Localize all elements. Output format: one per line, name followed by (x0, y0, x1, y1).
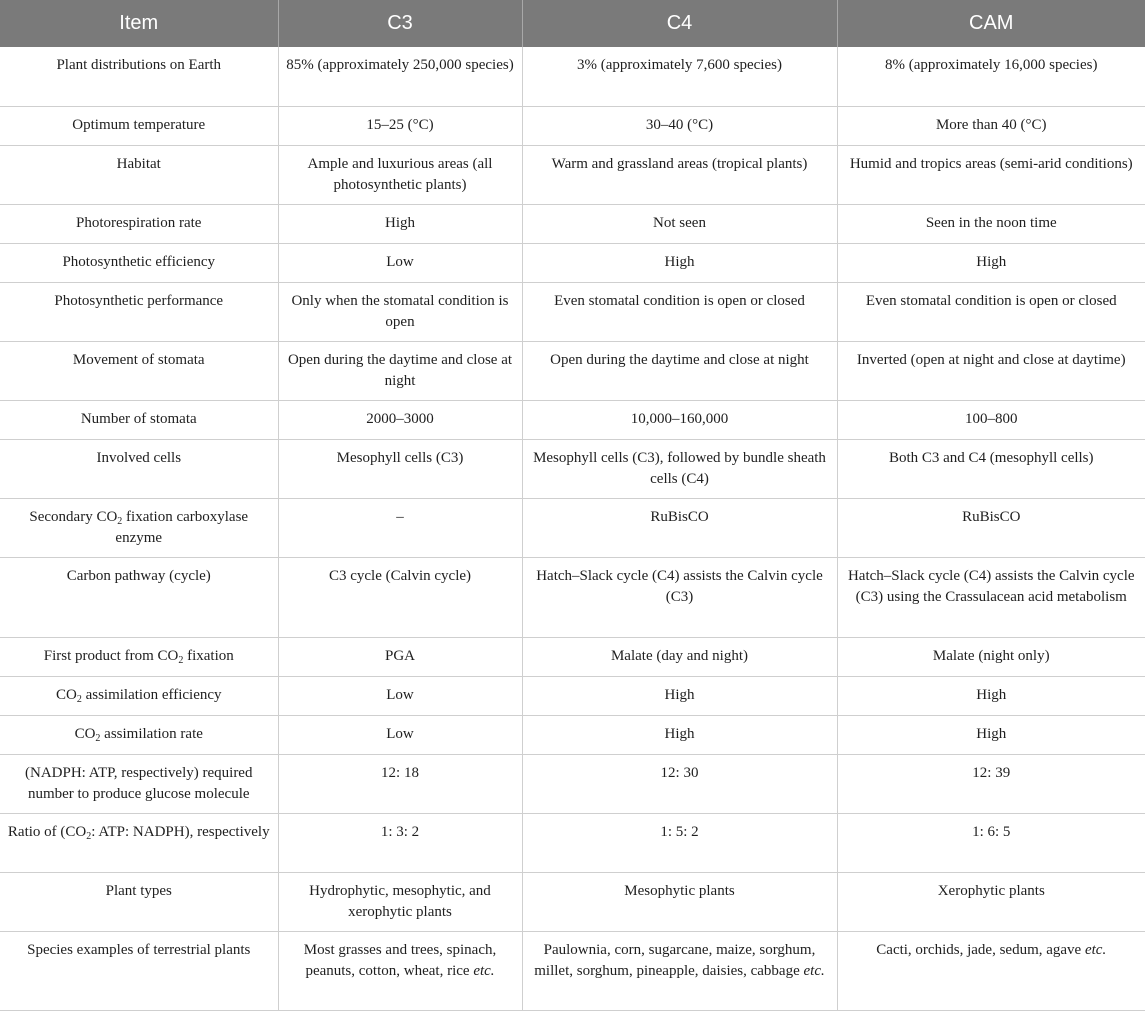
table-row (0, 282, 1145, 341)
row-label: Photosynthetic efficiency (0, 243, 278, 282)
cell-c4: Mesophytic plants (522, 872, 837, 931)
cell-c3 (278, 931, 522, 1010)
cell-cam: 1: 6: 5 (837, 813, 1145, 872)
cell-c3: Only when the stomatal condition is open (278, 282, 522, 341)
cell-cam: High (837, 676, 1145, 715)
cell-cam (837, 931, 1145, 1010)
cell-cam: 12: 39 (837, 754, 1145, 813)
cell-c3: 12: 18 (278, 754, 522, 813)
row-label: Optimum temperature (0, 106, 278, 145)
cell-c3: PGA (278, 637, 522, 676)
table-row (0, 145, 1145, 204)
cell-c4: Mesophyll cells (C3), followed by bundle sheath cells (C4) (522, 439, 837, 498)
header-c4: C4 (522, 0, 837, 47)
row-label (0, 676, 278, 715)
cell-c3: C3 cycle (Calvin cycle) (278, 557, 522, 637)
cell-cam: Hatch–Slack cycle (C4) assists the Calvin cycle (C3) using the Crassulacean acid metabolism (837, 557, 1145, 637)
cell-cam: High (837, 243, 1145, 282)
header-c3: C3 (278, 0, 522, 47)
cell-c4: Not seen (522, 204, 837, 243)
cell-c4: Even stomatal condition is open or closed (522, 282, 837, 341)
etc-text: etc. (473, 962, 495, 979)
etc-text: etc. (1084, 941, 1107, 958)
row-label-text: : ATP: NADPH), respectively (91, 823, 270, 840)
cell-c3: Low (278, 676, 522, 715)
table-row (0, 47, 1145, 106)
cell-c4: 10,000–160,000 (522, 400, 837, 439)
header-cam: CAM (837, 0, 1145, 47)
cell-c3: Ample and luxurious areas (all photosynthetic plants) (278, 145, 522, 204)
row-label-text: CO (55, 686, 77, 703)
table-row (0, 872, 1145, 931)
cell-cam: Even stomatal condition is open or closed (837, 282, 1145, 341)
cell-c4: 1: 5: 2 (522, 813, 837, 872)
cell-text: Cacti, orchids, jade, sedum, agave (876, 941, 1085, 958)
cell-c3: 85% (approximately 250,000 species) (278, 47, 522, 106)
table-row (0, 813, 1145, 872)
table-row (0, 400, 1145, 439)
table-row (0, 754, 1145, 813)
row-label: (NADPH: ATP, respectively) required number to produce glucose molecule (0, 754, 278, 813)
subscript: 2 (117, 515, 123, 527)
cell-c3: 2000–3000 (278, 400, 522, 439)
cell-c3: Open during the daytime and close at night (278, 341, 522, 400)
cell-cam: High (837, 715, 1145, 754)
cell-cam: Humid and tropics areas (semi-arid conditions) (837, 145, 1145, 204)
etc-text: etc. (803, 962, 825, 979)
row-label: Plant distributions on Earth (0, 47, 278, 106)
cell-c3: Low (278, 715, 522, 754)
row-label-text: Ratio of (CO (7, 823, 87, 840)
row-label: Movement of stomata (0, 341, 278, 400)
row-label: Involved cells (0, 439, 278, 498)
row-label: Photosynthetic performance (0, 282, 278, 341)
cell-c4: Malate (day and night) (522, 637, 837, 676)
cell-c4: Warm and grassland areas (tropical plants) (522, 145, 837, 204)
row-label-text: First product from CO (43, 647, 179, 664)
cell-cam: Both C3 and C4 (mesophyll cells) (837, 439, 1145, 498)
cell-cam: RuBisCO (837, 498, 1145, 557)
cell-c3: 1: 3: 2 (278, 813, 522, 872)
row-label-text: CO (74, 725, 96, 742)
cell-c4: High (522, 243, 837, 282)
subscript: 2 (76, 693, 82, 705)
cell-text: Most grasses and trees, spinach, peanuts, cotton, wheat, rice (303, 941, 497, 979)
table-row (0, 106, 1145, 145)
table-row (0, 637, 1145, 676)
cell-c3: 15–25 (°C) (278, 106, 522, 145)
cell-cam: Xerophytic plants (837, 872, 1145, 931)
table-row (0, 676, 1145, 715)
cell-c4: High (522, 676, 837, 715)
cell-c4: 3% (approximately 7,600 species) (522, 47, 837, 106)
row-label (0, 498, 278, 557)
table-row (0, 557, 1145, 637)
cell-c3: High (278, 204, 522, 243)
row-label: Photorespiration rate (0, 204, 278, 243)
cell-c4: 12: 30 (522, 754, 837, 813)
header-item: Item (0, 0, 278, 47)
row-label (0, 813, 278, 872)
table-row (0, 931, 1145, 1010)
table-row (0, 341, 1145, 400)
cell-c3: Mesophyll cells (C3) (278, 439, 522, 498)
cell-cam: Seen in the noon time (837, 204, 1145, 243)
row-label: Plant types (0, 872, 278, 931)
cell-c4 (522, 931, 837, 1010)
header-row (0, 0, 1145, 47)
cell-cam: 8% (approximately 16,000 species) (837, 47, 1145, 106)
row-label-text: fixation carboxylase enzyme (115, 508, 249, 546)
row-label: Carbon pathway (cycle) (0, 557, 278, 637)
row-label-text: Secondary CO (29, 508, 118, 525)
table-row (0, 439, 1145, 498)
subscript: 2 (95, 732, 101, 744)
cell-cam: More than 40 (°C) (837, 106, 1145, 145)
row-label: Habitat (0, 145, 278, 204)
table-body (0, 47, 1145, 1010)
row-label-text: fixation (183, 647, 234, 664)
row-label (0, 637, 278, 676)
table-header (0, 0, 1145, 47)
table-row (0, 204, 1145, 243)
row-label-text: assimilation efficiency (81, 686, 222, 703)
cell-cam: Inverted (open at night and close at daytime) (837, 341, 1145, 400)
cell-c3: Low (278, 243, 522, 282)
table-row (0, 715, 1145, 754)
row-label (0, 715, 278, 754)
cell-c4: RuBisCO (522, 498, 837, 557)
subscript: 2 (86, 830, 92, 842)
cell-cam: Malate (night only) (837, 637, 1145, 676)
cell-cam: 100–800 (837, 400, 1145, 439)
table-row (0, 498, 1145, 557)
row-label-text: assimilation rate (100, 725, 203, 742)
cell-c4: Open during the daytime and close at night (522, 341, 837, 400)
cell-c4: High (522, 715, 837, 754)
subscript: 2 (178, 654, 184, 666)
cell-c3: – (278, 498, 522, 557)
cell-c4: 30–40 (°C) (522, 106, 837, 145)
row-label: Species examples of terrestrial plants (0, 931, 278, 1010)
row-label: Number of stomata (0, 400, 278, 439)
cell-c4: Hatch–Slack cycle (C4) assists the Calvin cycle (C3) (522, 557, 837, 637)
cell-c3: Hydrophytic, mesophytic, and xerophytic plants (278, 872, 522, 931)
cell-text: Paulownia, corn, sugarcane, maize, sorghum, millet, sorghum, pineapple, daisies, cabbage (534, 941, 816, 979)
table-row (0, 243, 1145, 282)
